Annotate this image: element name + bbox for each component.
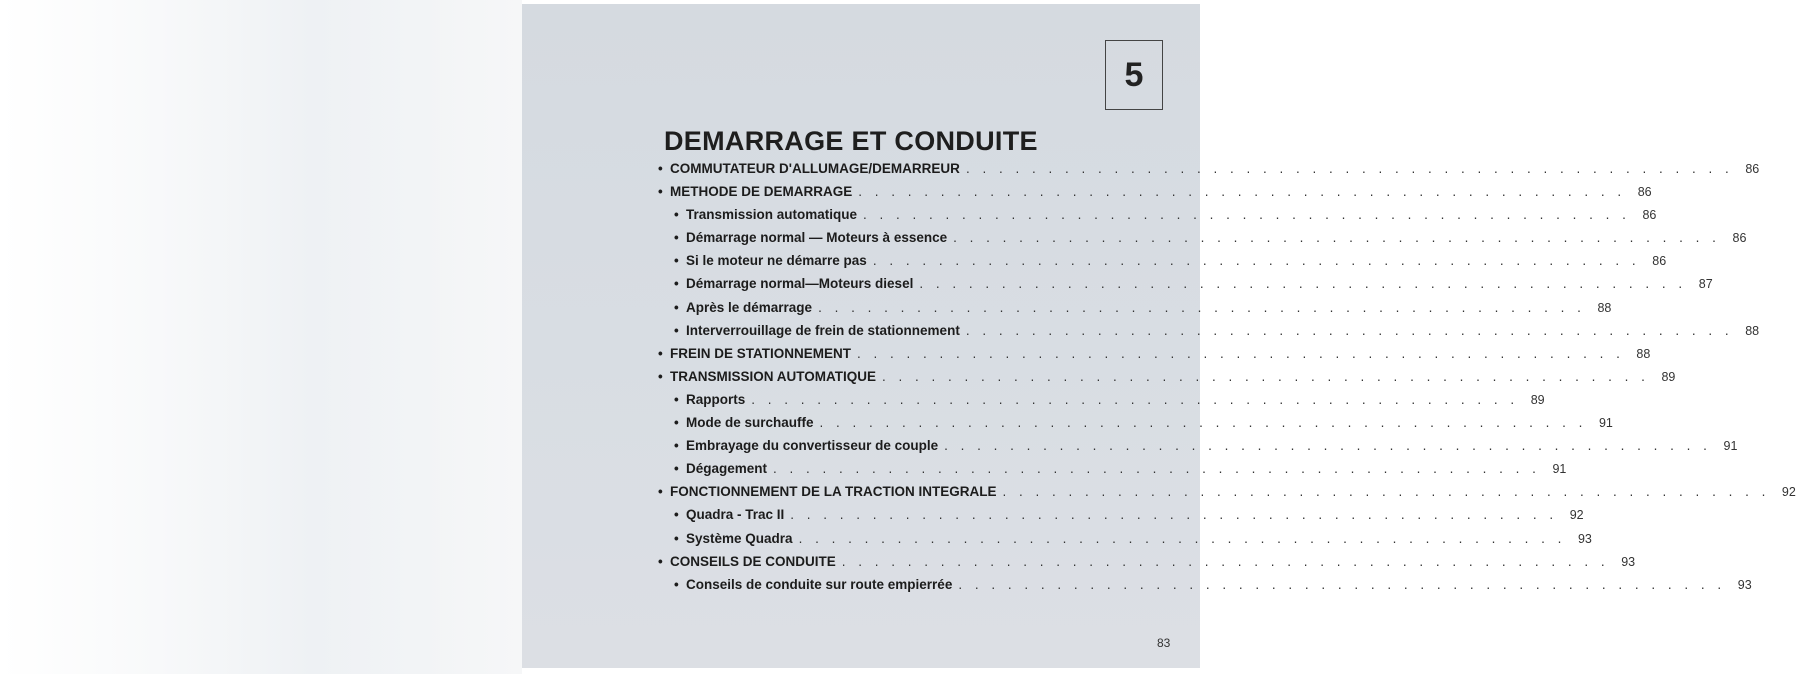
leader-dots: . . . . . . . . . . . . . . . . . . . . . . . . . . . . . . . . . . . . . . . . . . . . . . . <box>857 345 1625 361</box>
leader-dots: . . . . . . . . . . . . . . . . . . . . . . . . . . . . . . . . . . . . . . . . . . . . . . . <box>841 553 1610 569</box>
toc-entry-label: Dégagement <box>686 461 768 477</box>
toc-entry <box>658 507 1584 530</box>
chapter-title: DEMARRAGE ET CONDUITE <box>664 126 1038 156</box>
bullet-icon: • <box>674 415 679 431</box>
toc-entry <box>658 461 1567 484</box>
toc-entry-page: 93 <box>1577 531 1592 546</box>
toc-entry-page: 92 <box>1569 508 1584 523</box>
toc-entry-page: 88 <box>1597 300 1612 315</box>
toc-entry <box>658 299 1612 323</box>
toc-entry-label: TRANSMISSION AUTOMATIQUE <box>670 368 877 384</box>
leader-dots: . . . . . . . . . . . . . . . . . . . . . . . . . . . . . . . . . . . . . . . . . . . . . . . <box>751 391 1519 407</box>
left-page-blank <box>0 0 522 674</box>
toc-entry <box>658 484 1796 507</box>
bullet-icon: • <box>658 161 663 176</box>
bullet-icon: • <box>658 553 663 569</box>
toc-entry-page: 91 <box>1598 416 1613 431</box>
toc-entry <box>658 253 1667 276</box>
toc-entry-label: Démarrage normal — Moteurs à essence <box>686 230 948 246</box>
toc-entry-label: Conseils de conduite sur route empierrée <box>686 576 953 592</box>
bullet-icon: • <box>674 253 679 269</box>
toc-entry <box>658 368 1676 392</box>
toc-entry-label: Après le démarrage <box>686 299 813 315</box>
toc-entry-page: 86 <box>1637 185 1652 200</box>
toc-entry <box>658 276 1713 299</box>
toc-entry-page: 87 <box>1698 277 1713 292</box>
toc-entry-page: 88 <box>1745 323 1760 338</box>
leader-dots: . . . . . . . . . . . . . . . . . . . . . . . . . . . . . . . . . . . . . . . . . . . . . . . <box>773 461 1541 477</box>
toc-entry-label: Transmission automatique <box>686 207 858 223</box>
leader-dots: . . . . . . . . . . . . . . . . . . . . . . . . . . . . . . . . . . . . . . . . . . . . . . . <box>818 299 1586 315</box>
table-of-contents <box>658 161 1796 600</box>
bullet-icon: • <box>674 391 679 407</box>
bullet-icon: • <box>674 530 679 546</box>
bullet-icon: • <box>674 461 679 477</box>
bullet-icon: • <box>658 484 663 500</box>
toc-entry <box>658 161 1760 184</box>
toc-entry-label: FONCTIONNEMENT DE LA TRACTION INTEGRALE <box>670 484 997 500</box>
toc-entry <box>658 438 1738 461</box>
toc-entry-page: 89 <box>1661 369 1676 384</box>
bullet-icon: • <box>658 184 663 200</box>
leader-dots: . . . . . . . . . . . . . . . . . . . . . . . . . . . . . . . . . . . . . . . . . . . . . . . <box>790 507 1558 523</box>
toc-entry <box>658 553 1636 577</box>
bullet-icon: • <box>674 576 679 592</box>
toc-entry-label: METHODE DE DEMARRAGE <box>670 184 853 200</box>
toc-entry-label: Rapports <box>686 391 746 407</box>
toc-entry <box>658 184 1652 207</box>
leader-dots: . . . . . . . . . . . . . . . . . . . . . . . . . . . . . . . . . . . . . . . . . . . . . . . <box>919 276 1687 292</box>
bullet-icon: • <box>674 507 679 523</box>
toc-entry <box>658 322 1760 346</box>
toc-entry-page: 91 <box>1552 462 1567 477</box>
toc-entry-label: Mode de surchauffe <box>686 415 814 431</box>
leader-dots: . . . . . . . . . . . . . . . . . . . . . . . . . . . . . . . . . . . . . . . . . . . . . . . <box>958 576 1726 592</box>
toc-entry-label: FREIN DE STATIONNEMENT <box>670 345 851 361</box>
toc-entry <box>658 391 1545 415</box>
leader-dots: . . . . . . . . . . . . . . . . . . . . . . . . . . . . . . . . . . . . . . . . . . . . . . . <box>1002 484 1770 500</box>
toc-entry-page: 86 <box>1732 231 1747 246</box>
chapter-number-box <box>1105 40 1163 110</box>
leader-dots: . . . . . . . . . . . . . . . . . . . . . . . . . . . . . . . . . . . . . . . . . . . . . . . <box>858 184 1626 200</box>
toc-entry <box>658 230 1747 253</box>
toc-entry-page: 86 <box>1745 162 1760 176</box>
leader-dots: . . . . . . . . . . . . . . . . . . . . . . . . . . . . . . . . . . . . . . . . . . . . . . . <box>965 322 1734 338</box>
toc-entry-label: Système Quadra <box>686 530 793 546</box>
leader-dots: . . . . . . . . . . . . . . . . . . . . . . . . . . . . . . . . . . . . . . . . . . . . . . . <box>872 253 1641 269</box>
bullet-icon: • <box>674 276 679 292</box>
toc-entry <box>658 415 1613 438</box>
page-number: 83 <box>1157 636 1171 650</box>
bullet-icon: • <box>658 345 663 361</box>
toc-entry <box>658 530 1592 554</box>
leader-dots: . . . . . . . . . . . . . . . . . . . . . . . . . . . . . . . . . . . . . . . . . . . . . . . <box>863 207 1631 223</box>
leader-dots: . . . . . . . . . . . . . . . . . . . . . . . . . . . . . . . . . . . . . . . . . . . . . . . <box>882 368 1650 384</box>
bullet-icon: • <box>674 322 679 338</box>
toc-entry-page: 92 <box>1781 485 1796 500</box>
toc-entry-page: 88 <box>1636 346 1651 361</box>
leader-dots: . . . . . . . . . . . . . . . . . . . . . . . . . . . . . . . . . . . . . . . . . . . . . . . <box>965 161 1734 176</box>
bullet-icon: • <box>674 207 679 223</box>
toc-entry-label: Si le moteur ne démarre pas <box>686 253 867 269</box>
bullet-icon: • <box>674 438 679 454</box>
bullet-icon: • <box>674 230 679 246</box>
toc-entry-page: 93 <box>1621 554 1636 569</box>
leader-dots: . . . . . . . . . . . . . . . . . . . . . . . . . . . . . . . . . . . . . . . . . . . . . . . <box>953 230 1721 246</box>
right-page <box>522 4 1796 668</box>
toc-entry-label: COMMUTATEUR D'ALLUMAGE/DEMARREUR <box>670 161 960 176</box>
leader-dots: . . . . . . . . . . . . . . . . . . . . . . . . . . . . . . . . . . . . . . . . . . . . . . . <box>819 415 1587 431</box>
leader-dots: . . . . . . . . . . . . . . . . . . . . . . . . . . . . . . . . . . . . . . . . . . . . . . . <box>798 530 1566 546</box>
bullet-icon: • <box>674 299 679 315</box>
toc-entry <box>658 576 1752 600</box>
toc-entry-label: Démarrage normal—Moteurs diesel <box>686 276 914 292</box>
toc-entry-page: 86 <box>1642 208 1657 223</box>
chapter-number: 5 <box>1124 55 1144 94</box>
toc-entry <box>658 207 1657 230</box>
toc-entry-label: Quadra - Trac II <box>686 507 785 523</box>
toc-entry-page: 91 <box>1723 439 1738 454</box>
toc-entry-page: 93 <box>1737 577 1752 592</box>
leader-dots: . . . . . . . . . . . . . . . . . . . . . . . . . . . . . . . . . . . . . . . . . . . . . . . <box>944 438 1712 454</box>
bullet-icon: • <box>658 368 663 384</box>
toc-entry <box>658 345 1651 369</box>
toc-entry-label: Embrayage du convertisseur de couple <box>686 438 939 454</box>
toc-entry-page: 89 <box>1530 392 1545 407</box>
toc-entry-label: Interverrouillage de frein de stationnement <box>686 322 960 338</box>
toc-entry-label: CONSEILS DE CONDUITE <box>670 553 836 569</box>
toc-entry-page: 86 <box>1652 254 1667 269</box>
